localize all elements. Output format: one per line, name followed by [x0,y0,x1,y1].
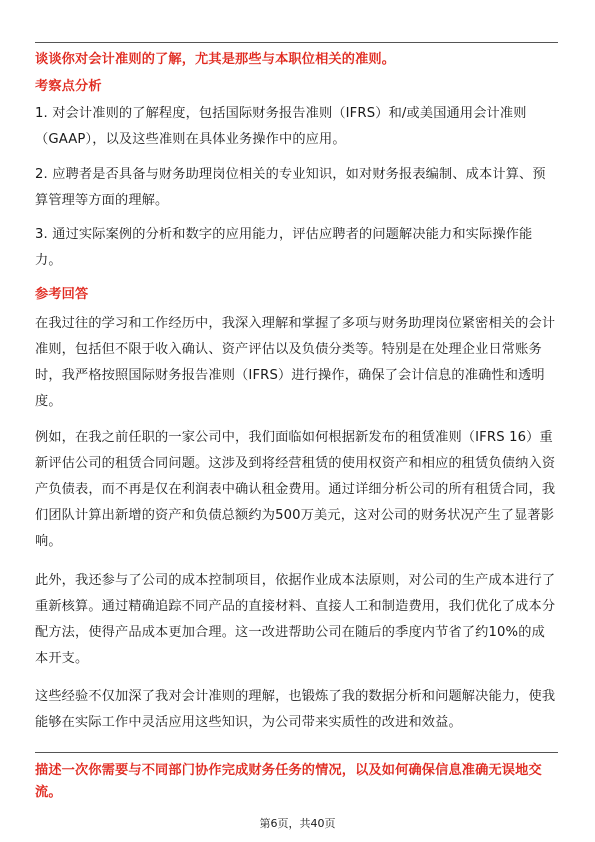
analysis-item: 3. 通过实际案例的分析和数字的应用能力，评估应聘者的问题解决能力和实际操作能力。 [35,227,533,268]
answer-paragraph: 例如，在我之前任职的一家公司中，我们面临如何根据新发布的租赁准则（IFRS 16）重新评估公司的租赁合同问题。这涉及到将经营租赁的使用权资产和相应的租赁负债纳入资产负债表，而不再是仅在利润表中确认租金费用。通过详细分析公司的所有租赁合同，我们团队计算出新增的资产和负债总额约为500万美元，这对公司的财务状况产生了显著影响。 [35,430,556,549]
top-divider [35,42,558,43]
analysis-heading: 考察点分析 [35,79,102,94]
analysis-item: 2. 应聘者是否具备与财务助理岗位相关的专业知识，如对财务报表编制、成本计算、预算管理等方面的理解。 [35,167,546,208]
bottom-divider [35,752,558,753]
answer-heading: 参考回答 [35,287,89,302]
page-number: 第6页，共40页 [259,817,336,830]
question-title: 谈谈你对会计准则的了解，尤其是那些与本职位相关的准则。 [35,52,396,67]
next-question-title: 描述一次你需要与不同部门协作完成财务任务的情况，以及如何确保信息准确无误地交流。 [35,763,542,800]
answer-paragraph: 在我过往的学习和工作经历中，我深入理解和掌握了多项与财务助理岗位紧密相关的会计准则，包括但不限于收入确认、资产评估以及负债分类等。特别是在处理企业日常账务时，我严格按照国际财务报告准则（IFRS）进行操作，确保了会计信息的准确性和透明度。 [35,316,556,409]
answer-paragraph: 此外，我还参与了公司的成本控制项目，依据作业成本法原则，对公司的生产成本进行了重新核算。通过精确追踪不同产品的直接材料、直接人工和制造费用，我们优化了成本分配方法，使得产品成本更加合理。这一改进帮助公司在随后的季度内节省了约10%的成本开支。 [35,573,556,666]
answer-paragraph: 这些经验不仅加深了我对会计准则的理解，也锻炼了我的数据分析和问题解决能力，使我能够在实际工作中灵活应用这些知识，为公司带来实质性的改进和效益。 [35,689,556,730]
analysis-item: 1. 对会计准则的了解程度，包括国际财务报告准则（IFRS）和/或美国通用会计准则（GAAP），以及这些准则在具体业务操作中的应用。 [35,106,527,147]
